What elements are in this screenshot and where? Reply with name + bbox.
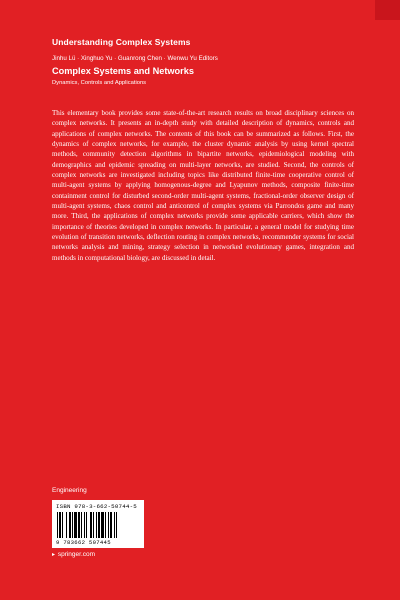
publisher-website (52, 551, 95, 558)
barcode-bar (114, 512, 115, 538)
website-text: springer.com (57, 551, 96, 558)
barcode-bar (57, 512, 58, 538)
barcode-bar (86, 512, 87, 538)
barcode-bar (101, 512, 104, 538)
book-title: Complex Systems and Networks (52, 66, 194, 76)
barcode-bar (59, 512, 61, 538)
barcode-graphic (56, 512, 140, 538)
barcode-bar (74, 512, 77, 538)
book-subtitle: Dynamics, Controls and Applications (52, 80, 147, 86)
barcode-bar (90, 512, 92, 538)
barcode-bar (66, 512, 67, 538)
isbn-text: ISBN 978-3-662-50744-5 (56, 503, 137, 510)
editors-role: Editors (198, 55, 218, 62)
barcode-bar (110, 512, 112, 538)
barcode-bar (105, 512, 106, 538)
editors-line (52, 55, 218, 62)
barcode-bar (96, 512, 97, 538)
subject-category: Engineering (52, 487, 87, 494)
barcode-bar (108, 512, 109, 538)
series-title: Understanding Complex Systems (52, 37, 191, 47)
corner-strip (375, 0, 400, 20)
barcode-bar (84, 512, 85, 538)
barcode-bar (72, 512, 73, 538)
barcode-bar (93, 512, 94, 538)
barcode-bar (81, 512, 82, 538)
blurb-text: This elementary book provides some state-of-the-art research results on broad disciplinary sciences on complex networks. It presents an in-depth study with detailed description of dynamics, controls and applications of complex networks. The contents of this book can be summarized as follows. First, the dynamics of complex networks, for example, the cluster dynamic analysis by using kernel spectral methods, community detection algorithms in bipartite networks, epidemiological modeling with demographics and epidemic spreading on multi-layer networks, are studied. Second, the controls of complex networks are investigated including topics like distributed finite-time cooperative control of multi-agent systems by applying homogenous-degree and Lyapunov methods, composite finite-time containment control for disturbed second-order multi-agent systems, fractional-order observer design of multi-agent systems, chaos control and anticontrol of complex systems via Parrondos game and many more. Third, the applications of complex networks provide some applicable carriers, which show the importance of theories developed in complex networks. In particular, a general model for studying time evolution of transition networks, deflection routing in complex networks, recommender systems for social networks analysis and mining, strategy selection in networked evolutionary games, integration and methods in computational biology, are discussed in detail. (52, 109, 354, 262)
isbn-barcode (52, 500, 144, 548)
barcode-bar (98, 512, 100, 538)
editors-names: Jinhu Lü · Xinghuo Yu · Guanrong Chen · Wenwu Yu (52, 55, 197, 62)
barcode-bar (116, 512, 117, 538)
back-cover-blurb (52, 108, 354, 263)
barcode-bar (69, 512, 71, 538)
arrow-icon: ▸ (52, 552, 56, 558)
barcode-bar (62, 512, 63, 538)
barcode-digits: 9 783662 507445 (56, 539, 111, 546)
barcode-bar (78, 512, 80, 538)
